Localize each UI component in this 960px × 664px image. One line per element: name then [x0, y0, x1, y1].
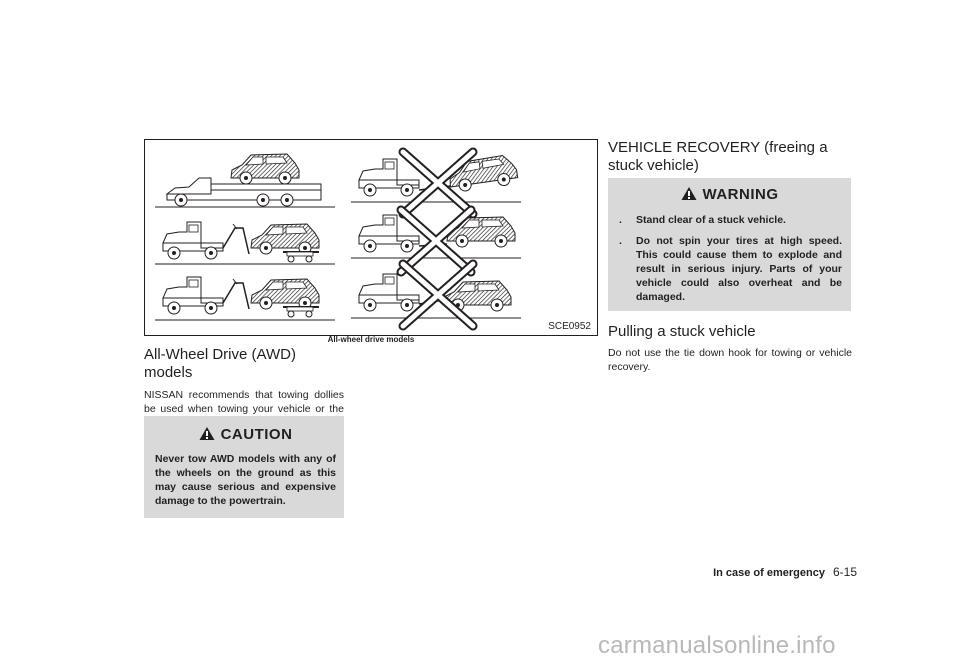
- prohibited-tow-illustration-2: [351, 210, 521, 272]
- caution-box: [144, 416, 344, 518]
- warning-item: . Do not spin your tires at high speed. This could cause them to explode and result in serious injury. Parts of your vehicle could also overheat and be damaged.: [619, 235, 842, 303]
- prohibited-tow-illustration-3: [351, 264, 521, 326]
- warning-box: [608, 178, 851, 311]
- warning-triangle-icon: [681, 186, 697, 201]
- tow-truck-with-dolly-illustration-1: [155, 222, 335, 264]
- page-number: 6-15: [832, 565, 857, 579]
- caution-header: [155, 426, 336, 443]
- towing-diagram: [145, 140, 597, 335]
- prohibited-tow-illustration-1: [351, 152, 521, 214]
- warning-title: WARNING: [702, 186, 779, 203]
- flatbed-truck-illustration: [155, 154, 335, 207]
- awd-paragraph: NISSAN recommends that towing dollies be used when towing your vehicle or the: [144, 389, 344, 415]
- footer-section: In case of emergency: [713, 567, 825, 579]
- warning-item: . Stand clear of a stuck vehicle.: [619, 214, 786, 226]
- figure-caption: All-wheel drive models: [327, 335, 415, 344]
- warning-list: [617, 213, 842, 304]
- caution-title: CAUTION: [220, 426, 293, 443]
- warning-header: [617, 186, 842, 203]
- page-footer: [713, 565, 857, 579]
- pulling-section: [608, 323, 852, 374]
- towing-illustration: [144, 139, 598, 336]
- warning-triangle-icon: [199, 426, 215, 441]
- pulling-paragraph: Do not use the tie down hook for towing or vehicle recovery.: [608, 347, 852, 373]
- vehicle-recovery-heading: VEHICLE RECOVERY (freeing a stuck vehicle): [608, 139, 828, 174]
- pulling-heading: Pulling a stuck vehicle: [608, 323, 756, 340]
- right-column: [608, 139, 852, 175]
- watermark: carmanualsonline.info: [598, 632, 836, 659]
- awd-heading: All-Wheel Drive (AWD) models: [144, 346, 296, 381]
- caution-text: Never tow AWD models with any of the wheels on the ground as this may cause serious and expensive damage to the powertrain.: [155, 453, 336, 507]
- figure-code: SCE0952: [548, 321, 591, 332]
- tow-truck-with-dolly-illustration-2: [155, 277, 335, 320]
